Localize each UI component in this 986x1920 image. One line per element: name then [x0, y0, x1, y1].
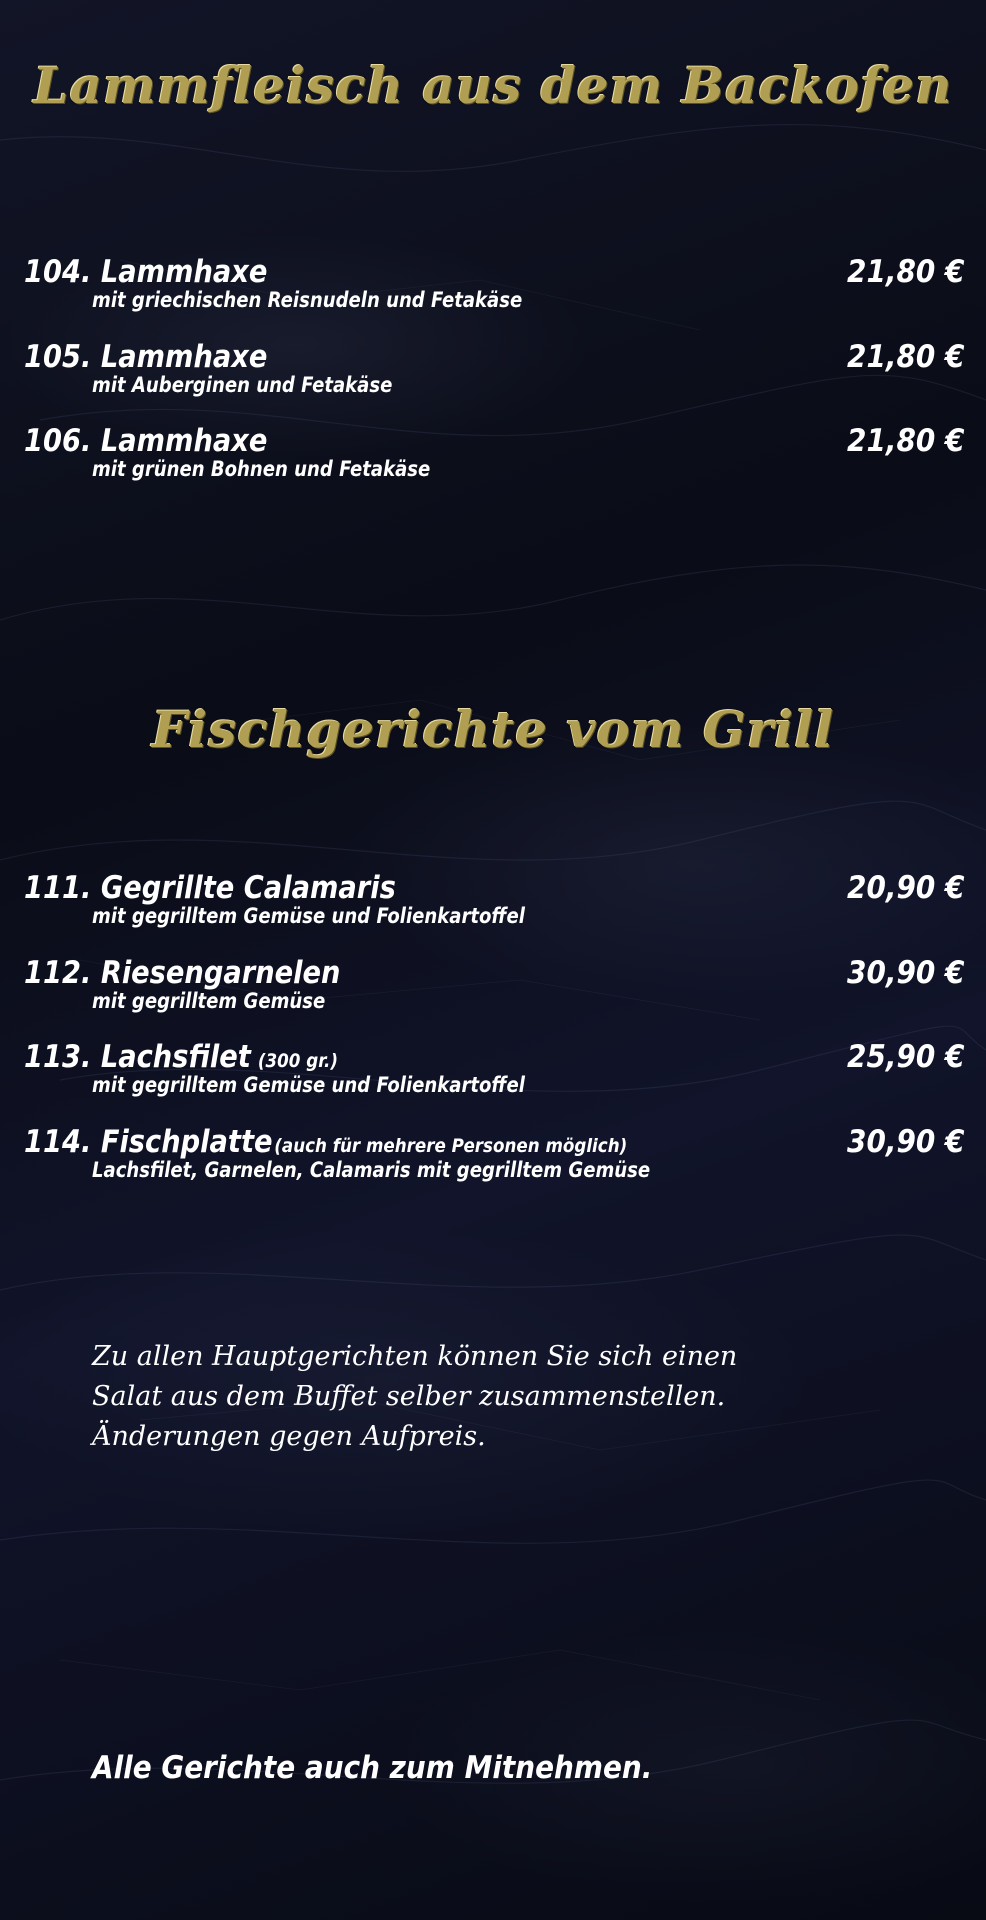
item-price: 30,90 € — [846, 1124, 964, 1160]
salad-buffet-note — [92, 1337, 892, 1457]
item-note: (auch für mehrere Personen möglich) — [274, 1135, 628, 1157]
item-heading — [24, 953, 340, 993]
item-description: mit gegrilltem Gemüse — [92, 989, 326, 1013]
item-description: mit griechischen Reisnudeln und Fetakäse — [92, 288, 523, 312]
item-name: Fischplatte — [100, 1124, 273, 1160]
item-number: 106. — [24, 423, 92, 459]
item-name: Gegrillte Calamaris — [100, 870, 396, 906]
item-heading — [24, 337, 267, 377]
footnote-line: Zu allen Hauptgerichten können Sie sich einen — [92, 1341, 738, 1372]
item-description: mit grünen Bohnen und Fetakäse — [92, 457, 431, 481]
footnote-line: Änderungen gegen Aufpreis. — [92, 1421, 486, 1452]
item-price: 20,90 € — [846, 870, 964, 906]
item-description: mit gegrilltem Gemüse und Folienkartoffel — [92, 904, 525, 928]
item-description: mit Auberginen und Fetakäse — [92, 373, 393, 397]
menu-item — [24, 1037, 964, 1107]
item-number: 113. — [24, 1039, 92, 1075]
item-price: 21,80 € — [846, 423, 964, 459]
item-note: (300 gr.) — [257, 1050, 339, 1072]
item-price: 30,90 € — [846, 955, 964, 991]
item-description: Lachsfilet, Garnelen, Calamaris mit gegrilltem Gemüse — [92, 1158, 651, 1182]
item-heading — [24, 868, 396, 908]
item-heading — [24, 421, 267, 461]
item-number: 104. — [24, 254, 92, 290]
menu-item — [24, 868, 964, 938]
section-title-fish: Fischgerichte vom Grill — [151, 700, 835, 759]
menu-item — [24, 1122, 964, 1192]
item-name: Riesengarnelen — [100, 955, 341, 991]
item-heading — [24, 252, 267, 292]
menu-item — [24, 337, 964, 407]
menu-item — [24, 953, 964, 1023]
item-number: 114. — [24, 1124, 92, 1160]
item-price: 21,80 € — [846, 254, 964, 290]
item-price: 25,90 € — [846, 1039, 964, 1075]
item-name: Lammhaxe — [100, 254, 268, 290]
menu-item — [24, 252, 964, 322]
takeaway-note: Alle Gerichte auch zum Mitnehmen. — [92, 1750, 653, 1786]
item-name: Lammhaxe — [100, 423, 268, 459]
section-title-lamb: Lammfleisch aus dem Backofen — [33, 56, 953, 115]
item-description: mit gegrilltem Gemüse und Folienkartoffel — [92, 1073, 525, 1097]
item-name: Lammhaxe — [100, 339, 268, 375]
footnote-line: Salat aus dem Buffet selber zusammenstellen. — [92, 1381, 726, 1412]
item-number: 105. — [24, 339, 92, 375]
item-price: 21,80 € — [846, 339, 964, 375]
item-number: 111. — [24, 870, 92, 906]
item-number: 112. — [24, 955, 92, 991]
menu-item — [24, 421, 964, 491]
item-name: Lachsfilet — [100, 1039, 251, 1075]
